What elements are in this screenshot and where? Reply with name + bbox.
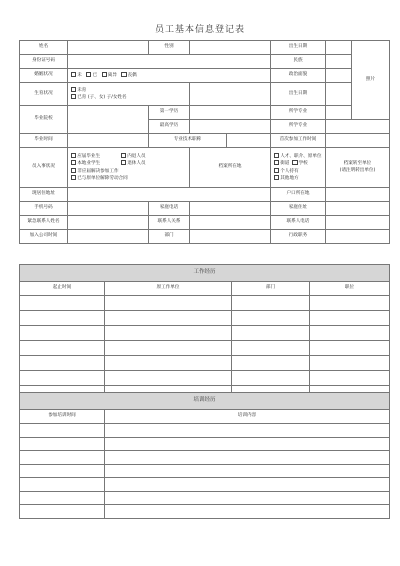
major-field[interactable]: [326, 106, 352, 120]
major-label-2: 所学专业: [271, 120, 326, 134]
archive-transfer-label: 档案转至单位 (请注明转出单位): [326, 148, 390, 188]
work-history-heading: 工作经历: [20, 265, 390, 282]
name-field[interactable]: [68, 41, 149, 55]
table-cell[interactable]: [20, 326, 105, 341]
table-row: [20, 296, 390, 311]
work-rows: [20, 296, 390, 401]
relationship-field[interactable]: [190, 216, 271, 230]
emergency-contact-field[interactable]: [68, 216, 149, 230]
table-cell[interactable]: [105, 451, 390, 465]
first-work-time-label: 首次参加工作时间: [271, 134, 326, 148]
table-cell[interactable]: [20, 296, 105, 311]
entry-option[interactable]: 退休人员: [121, 160, 146, 167]
childbirth-options: [68, 83, 190, 106]
first-degree-label: 第一学历: [149, 106, 190, 120]
table-cell[interactable]: [20, 371, 105, 386]
current-address-field[interactable]: [68, 188, 271, 202]
id-number-label: 身份证号码: [20, 55, 68, 69]
archive-options: [271, 148, 326, 188]
table-cell[interactable]: [20, 311, 105, 326]
checkbox-icon: [71, 168, 76, 173]
position-field[interactable]: [326, 230, 390, 244]
table-row: [20, 311, 390, 326]
training-history-heading: 培训经历: [20, 393, 390, 410]
work-col-employer: 原工作单位: [105, 282, 232, 296]
checkbox-icon: [71, 175, 76, 180]
table-cell[interactable]: [105, 296, 232, 311]
entry-option[interactable]: 应届毕业生: [71, 153, 121, 160]
table-row: [20, 451, 390, 465]
table-cell[interactable]: [310, 311, 390, 326]
mobile-label: 手机号码: [20, 202, 68, 216]
birth-date-label: 出生日期: [271, 41, 326, 55]
work-col-period: 起止时间: [20, 282, 105, 296]
table-cell[interactable]: [105, 326, 232, 341]
entry-status-label: 员入事状况: [20, 148, 68, 188]
table-row: [20, 491, 390, 505]
table-cell[interactable]: [232, 296, 310, 311]
hukou-label: 户口所在地: [271, 188, 326, 202]
marital-options: [68, 69, 271, 83]
table-cell[interactable]: [232, 371, 310, 386]
education-field[interactable]: [68, 106, 149, 134]
child-birth-date-field[interactable]: [326, 83, 352, 106]
table-cell[interactable]: [105, 371, 232, 386]
table-cell[interactable]: [20, 356, 105, 371]
checkbox-icon: [274, 168, 279, 173]
major-label: 所学专业: [271, 106, 326, 120]
table-row: [20, 478, 390, 492]
political-status-field[interactable]: [326, 69, 352, 83]
table-cell[interactable]: [20, 505, 105, 519]
table-cell[interactable]: [232, 356, 310, 371]
table-row: [20, 424, 390, 438]
training-rows: [20, 424, 390, 519]
marital-option[interactable]: 丧偶: [121, 72, 136, 79]
checkbox-icon: [71, 72, 76, 77]
checkbox-icon: [274, 153, 279, 158]
join-date-label: 加入公司时间: [20, 230, 68, 244]
table-cell[interactable]: [232, 311, 310, 326]
home-address-label: 家庭住址: [271, 202, 326, 216]
checkbox-icon: [86, 72, 91, 77]
checkbox-icon: [274, 175, 279, 180]
table-row: [20, 505, 390, 519]
ethnicity-label: 民族: [271, 55, 326, 69]
birth-date-label-2: 出生日期: [271, 83, 326, 106]
hukou-field[interactable]: [326, 188, 390, 202]
table-cell[interactable]: [20, 341, 105, 356]
table-cell[interactable]: [310, 371, 390, 386]
highest-degree-field[interactable]: [190, 120, 271, 134]
entry-option[interactable]: 本地业学生: [71, 160, 121, 167]
join-date-field[interactable]: [68, 230, 149, 244]
table-cell[interactable]: [310, 356, 390, 371]
contact-phone-field[interactable]: [326, 216, 390, 230]
graduation-time-label: 毕业时间: [20, 134, 68, 148]
id-number-field[interactable]: [68, 55, 271, 69]
training-col-time: 参加培训时间: [20, 410, 105, 424]
table-row: [20, 326, 390, 341]
childbirth-label: 生育状况: [20, 83, 68, 106]
checkbox-icon: [71, 87, 76, 92]
gender-field[interactable]: [190, 41, 271, 55]
first-work-time-field[interactable]: [326, 134, 390, 148]
archive-location-label: 档案所在地: [190, 148, 271, 188]
position-label: 行政职务: [271, 230, 326, 244]
child-name-field[interactable]: [190, 83, 271, 106]
archive-option[interactable]: 个人持有: [274, 168, 324, 175]
checkbox-icon: [121, 160, 126, 165]
checkbox-icon: [102, 72, 107, 77]
childbirth-option[interactable]: 未育: [71, 87, 188, 94]
checkbox-icon: [292, 160, 297, 165]
table-cell[interactable]: [232, 341, 310, 356]
emergency-contact-label: 紧急联系人姓名: [20, 216, 68, 230]
checkbox-icon: [71, 153, 76, 158]
training-history-table: [19, 392, 390, 519]
table-cell[interactable]: [105, 356, 232, 371]
table-row: [20, 341, 390, 356]
archive-option[interactable]: 学校: [292, 160, 307, 167]
archive-option[interactable]: 其他地方: [274, 175, 324, 182]
gender-label: 性别: [149, 41, 190, 55]
archive-option[interactable]: 人才、职介、原单位: [274, 153, 324, 160]
table-cell[interactable]: [105, 311, 232, 326]
table-cell[interactable]: [105, 341, 232, 356]
photo-cell: 照片: [352, 41, 390, 120]
table-cell[interactable]: [20, 478, 105, 492]
home-address-field[interactable]: [326, 202, 390, 216]
table-cell[interactable]: [105, 424, 390, 438]
table-cell[interactable]: [105, 478, 390, 492]
checkbox-icon: [121, 72, 126, 77]
birth-date-field[interactable]: [326, 41, 352, 55]
current-address-label: 现居住地址: [20, 188, 68, 202]
checkbox-icon: [71, 94, 76, 99]
table-cell[interactable]: [310, 341, 390, 356]
department-field[interactable]: [190, 230, 271, 244]
political-status-label: 政治面貌: [271, 69, 326, 83]
first-degree-field[interactable]: [190, 106, 271, 120]
table-row: [20, 437, 390, 451]
table-cell[interactable]: [232, 326, 310, 341]
table-cell[interactable]: [20, 437, 105, 451]
marital-option[interactable]: 已: [86, 72, 97, 79]
work-col-position: 职位: [310, 282, 390, 296]
checkbox-icon: [71, 160, 76, 165]
table-cell[interactable]: [20, 491, 105, 505]
entry-options: [68, 148, 190, 188]
name-label: 姓名: [20, 41, 68, 55]
archive-option[interactable]: 街道: [274, 160, 289, 167]
form-title: 员工基本信息登记表: [154, 25, 245, 35]
department-label: 部门: [149, 230, 190, 244]
graduation-time-field[interactable]: [68, 134, 149, 148]
entry-option[interactable]: 已与原单位解除劳动合同: [71, 175, 188, 182]
childbirth-option[interactable]: 已育 (子、女) 子/女姓名: [71, 94, 188, 101]
work-history-table: [19, 264, 390, 401]
work-col-department: 部门: [232, 282, 310, 296]
major-field-2[interactable]: [326, 120, 390, 134]
home-phone-field[interactable]: [190, 202, 271, 216]
table-row: [20, 356, 390, 371]
mobile-field[interactable]: [68, 202, 149, 216]
marital-status-label: 婚姻状况: [20, 69, 68, 83]
table-cell[interactable]: [310, 326, 390, 341]
marital-option[interactable]: 离异: [102, 72, 117, 79]
education-label: 毕业院校: [20, 106, 68, 134]
professional-title-field[interactable]: [227, 134, 271, 148]
ethnicity-field[interactable]: [326, 55, 352, 69]
table-cell[interactable]: [105, 505, 390, 519]
checkbox-icon: [274, 160, 279, 165]
contact-phone-label: 联系人电话: [271, 216, 326, 230]
table-cell[interactable]: [310, 296, 390, 311]
table-cell[interactable]: [20, 424, 105, 438]
training-col-content: 培训内容: [105, 410, 390, 424]
highest-degree-label: 最高学历: [149, 120, 190, 134]
basic-info-table: [19, 40, 390, 244]
table-row: [20, 464, 390, 478]
table-cell[interactable]: [20, 451, 105, 465]
home-phone-label: 家庭电话: [149, 202, 190, 216]
table-cell[interactable]: [105, 437, 390, 451]
marital-option[interactable]: 未: [71, 72, 82, 79]
entry-option[interactable]: 非应届解决参加工作: [71, 168, 188, 175]
table-cell[interactable]: [20, 464, 105, 478]
table-cell[interactable]: [105, 464, 390, 478]
relationship-label: 联系人关系: [149, 216, 190, 230]
checkbox-icon: [121, 153, 126, 158]
entry-option[interactable]: 内退人员: [121, 153, 146, 160]
table-row: [20, 371, 390, 386]
table-cell[interactable]: [105, 491, 390, 505]
professional-title-label: 专业技术职称: [149, 134, 227, 148]
